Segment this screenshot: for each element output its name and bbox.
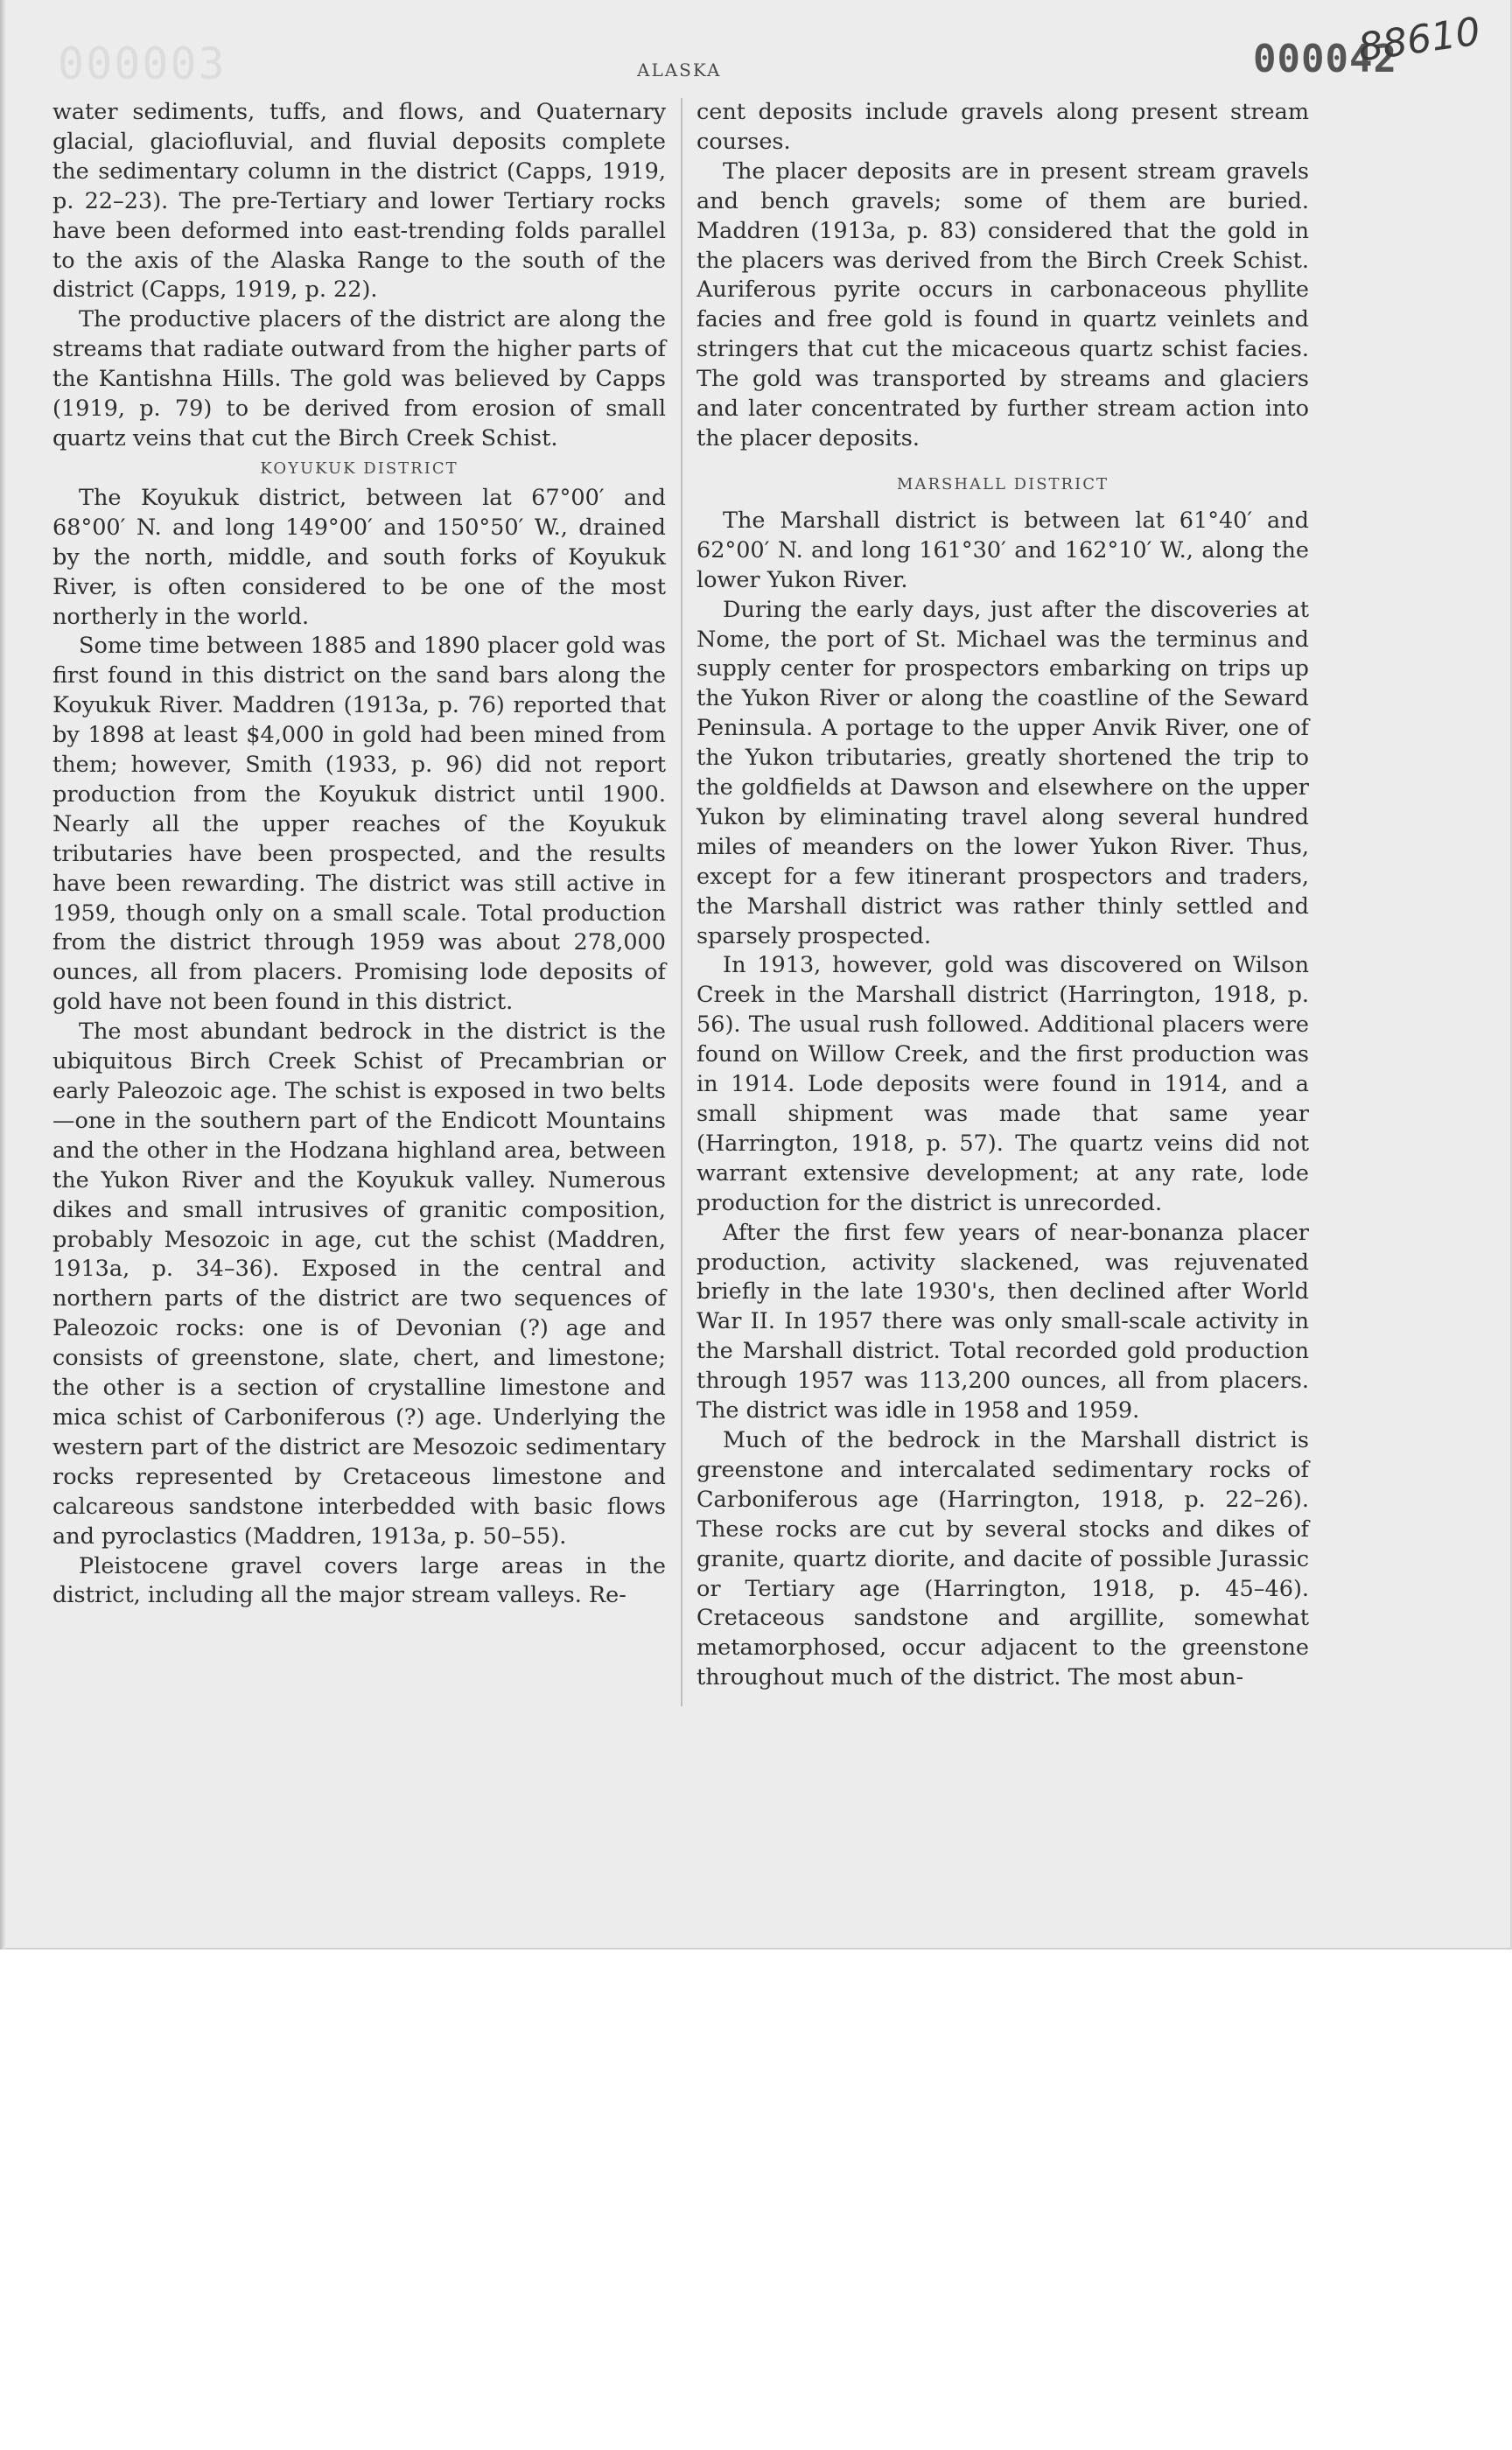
paragraph: After the first few years of near-bonanza placer production, activity slackened, was rejuvenated briefly in the late 1930's, then declined after World War II. In 1957 there was only small-scale activity in the Marshall district. Total recorded gold production through 1957 was 113,200 ounces, all from placers. The district was idle in 1958 and 1959. bbox=[696, 1219, 1309, 1424]
paragraph: In 1913, however, gold was discovered on Wilson Creek in the Marshall district (Harrington, 1918, p. 56). The usual rush followed. Additional placers were found on Willow Creek, and the first production was in 1914. Lode deposits were found in 1914, and a small shipment was made that same year (Harrington, 1918, p. 57). The quartz veins did not warrant extensive development; at any rate, lode production for the district is unrecorded. bbox=[696, 952, 1309, 1216]
running-head: ALASKA bbox=[637, 60, 722, 80]
paragraph: The placer deposits are in present stream gravels and bench gravels; some of them are buried. Maddren (1913a, p. 83) considered that the gold in the placers was derived from the Birch Creek Schist. Auriferous pyrite occurs in carbonaceous phyllite facies and free gold is found in quartz veinlets and stringers that cut the micaceous quartz schist facies. The gold was transported by streams and glaciers and later concentrated by further stream action into the placer deposits. bbox=[696, 158, 1309, 452]
paragraph: water sediments, tuffs, and flows, and Quaternary glacial, glaciofluvial, and fluvial deposits complete the sedimentary column in the district (Capps, 1919, p. 22–23). The pre-Tertiary and lower Tertiary rocks have been deformed into east-trending folds parallel to the axis of the Alaska Range to the south of the district (Capps, 1919, p. 22). bbox=[52, 99, 666, 304]
faded-page-number: 000003 bbox=[58, 38, 227, 89]
section-heading-marshall: MARSHALL DISTRICT bbox=[897, 474, 1109, 494]
paragraph: The productive placers of the district are along the streams that radiate outward from the higher parts of the Kantishna Hills. The gold was believed by Capps (1919, p. 79) to be derived from erosion of small quartz veins that cut the Birch Creek Schist. bbox=[52, 306, 666, 452]
paragraph: The Marshall district is between lat 61°40′ and 62°00′ N. and long 161°30′ and 162°10′ W., along the lower Yukon River. bbox=[696, 507, 1309, 593]
handwritten-note: 88610 bbox=[1355, 9, 1483, 71]
section-heading-koyukuk: KOYUKUK DISTRICT bbox=[260, 458, 458, 478]
paragraph: The Koyukuk district, between lat 67°00′ and 68°00′ N. and long 149°00′ and 150°50′ W., drained by the north, middle, and south forks of Koyukuk River, is often considered to be one of the most northerly in the world. bbox=[52, 484, 666, 630]
paragraph: Some time between 1885 and 1890 placer gold was first found in this district on the sand bars along the Koyukuk River. Maddren (1913a, p. 76) reported that by 1898 at least $4,000 in gold had been mined from them; however, Smith (1933, p. 96) did not report production from the Koyukuk district until 1900. Nearly all the upper reaches of the Koyukuk tributaries have been prospected, and the results have been rewarding. The district was still active in 1959, though only on a small scale. Total production from the district through 1959 was about 278,000 ounces, all from placers. Promising lode deposits of gold have not been found in this district. bbox=[52, 633, 666, 1016]
column-divider bbox=[681, 98, 682, 1706]
paragraph: cent deposits include gravels along present stream courses. bbox=[696, 99, 1309, 155]
page-edge-shadow bbox=[0, 0, 5, 1950]
paragraph: The most abundant bedrock in the district is the ubiquitous Birch Creek Schist of Precambrian or early Paleozoic age. The schist is exposed in two belts—one in the southern part of the Endicott Mountains and the other in the Hodzana highland area, between the Yukon River and the Koyukuk valley. Numerous dikes and small intrusives of granitic composition, probably Mesozoic in age, cut the schist (Maddren, 1913a, p. 34–36). Exposed in the central and northern parts of the district are two sequences of Paleozoic rocks: one is of Devonian (?) age and consists of greenstone, slate, chert, and limestone; the other is a section of crystalline limestone and mica schist of Carboniferous (?) age. Underlying the western part of the district are Mesozoic sedimentary rocks represented by Cretaceous limestone and calcareous sandstone interbedded with basic flows and pyroclastics (Maddren, 1913a, p. 50–55). bbox=[52, 1018, 666, 1550]
left-column bbox=[52, 98, 666, 1611]
paragraph: Pleistocene gravel covers large areas in the district, including all the major stream valleys. Re- bbox=[52, 1552, 666, 1609]
paragraph: Much of the bedrock in the Marshall district is greenstone and intercalated sedimentary rocks of Carboniferous age (Harrington, 1918, p. 22–26). These rocks are cut by several stocks and dikes of granite, quartz diorite, and dacite of possible Jurassic or Tertiary age (Harrington, 1918, p. 45–46). Cretaceous sandstone and argillite, somewhat metamorphosed, occur adjacent to the greenstone throughout much of the district. The most abun- bbox=[696, 1426, 1309, 1691]
right-column bbox=[696, 98, 1309, 1693]
stamped-page-number: 000042 bbox=[1253, 37, 1397, 81]
paragraph: During the early days, just after the discoveries at Nome, the port of St. Michael was the terminus and supply center for prospectors embarking on trips up the Yukon River or along the coastline of the Seward Peninsula. A portage to the upper Anvik River, one of the Yukon tributaries, greatly shortened the trip to the goldfields at Dawson and elsewhere on the upper Yukon by eliminating travel along several hundred miles of meanders on the lower Yukon River. Thus, except for a few itinerant prospectors and traders, the Marshall district was rather thinly settled and sparsely prospected. bbox=[696, 596, 1309, 949]
